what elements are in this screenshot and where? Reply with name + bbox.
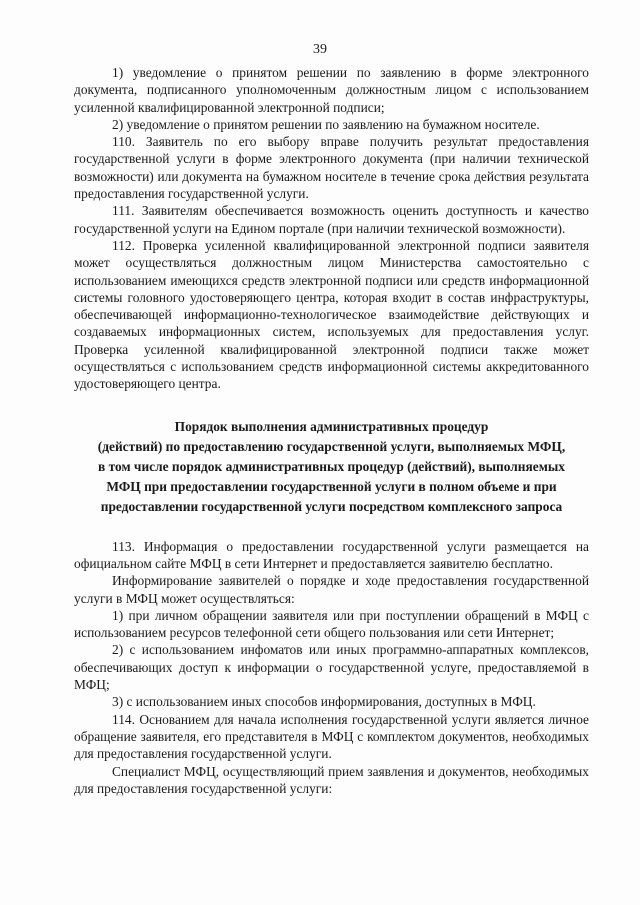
paragraph-114: 114. Основанием для начала исполнения государственной услуги является личное обращение заявителя, его представителя в МФЦ с комплектом документов, необходимых для предоставления государственной услуги. bbox=[74, 711, 589, 762]
list-item-other-methods: 3) с использованием иных способов информирования, доступных в МФЦ. bbox=[112, 694, 536, 710]
section-heading-line: предоставлении государственной услуги посредством комплексного запроса bbox=[100, 498, 563, 514]
section-heading-line: Порядок выполнения административных процедур bbox=[174, 418, 489, 434]
list-item-infomats: 2) с использованием инфоматов или иных программно-аппаратных комплексов, обеспечивающих доступ к информации о государственной услуге, предоставляемой в МФЦ; bbox=[74, 642, 589, 693]
section-heading-line: МФЦ при предоставлении государственной услуги в полном объеме и при bbox=[106, 478, 557, 494]
paragraph-specialist: Специалист МФЦ, осуществляющий прием заявления и документов, необходимых для предоставления государственной услуги: bbox=[74, 763, 589, 796]
section-heading-line: (действий) по предоставлению государственной услуги, выполняемых МФЦ, bbox=[97, 438, 566, 454]
section-heading-line: в том числе порядок административных процедур (действий), выполняемых bbox=[98, 458, 565, 474]
paragraph-informing-intro: Информирование заявителей о порядке и ходе предоставления государственной услуги в МФЦ может осуществляться: bbox=[74, 573, 589, 606]
page-content bbox=[74, 64, 589, 797]
paragraph-112: 112. Проверка усиленной квалифицированной электронной подписи заявителя может осуществляться должностным лицом Министерства самостоятельно с использованием имеющихся средств электронной подписи или средств информационной системы головного удостоверяющего центра, которая входит в состав инфраструктуры, обеспечивающей информационно-технологическое взаимодействие действующих и создаваемых информационных систем, используемых для предоставления услуг. Проверка усиленной квалифицированной электронной подписи также может осуществляться с использованием средств информационной системы аккредитованного удостоверяющего центра. bbox=[74, 237, 589, 392]
list-item-personal-request: 1) при личном обращении заявителя или при поступлении обращений в МФЦ с использованием ресурсов телефонной сети общего пользования или сети Интернет; bbox=[74, 607, 589, 641]
paragraph-111: 111. Заявителям обеспечивается возможность оценить доступность и качество государственной услуги на Едином портале (при наличии технической возможности). bbox=[74, 203, 589, 236]
paragraph-113: 113. Информация о предоставлении государственной услуги размещается на официальном сайте МФЦ в сети Интернет и предоставляется заявителю бесплатно. bbox=[74, 538, 589, 571]
paragraph-110: 110. Заявитель по его выбору вправе получить результат предоставления государственной услуги в форме электронного документа (при наличии технической возможности) или документа на бумажном носителе в течение срока действия результата предоставления государственной услуги. bbox=[74, 134, 589, 202]
page-number: 39 bbox=[313, 42, 327, 57]
paragraph-notice-paper: 2) уведомление о принятом решении по заявлению на бумажном носителе. bbox=[112, 116, 540, 132]
paragraph-notice-electronic: 1) уведомление о принятом решении по заявлению в форме электронного документа, подписанного уполномоченным должностным лицом с использованием усиленной квалифицированной электронной подписи; bbox=[74, 65, 589, 115]
section-heading bbox=[74, 417, 589, 517]
